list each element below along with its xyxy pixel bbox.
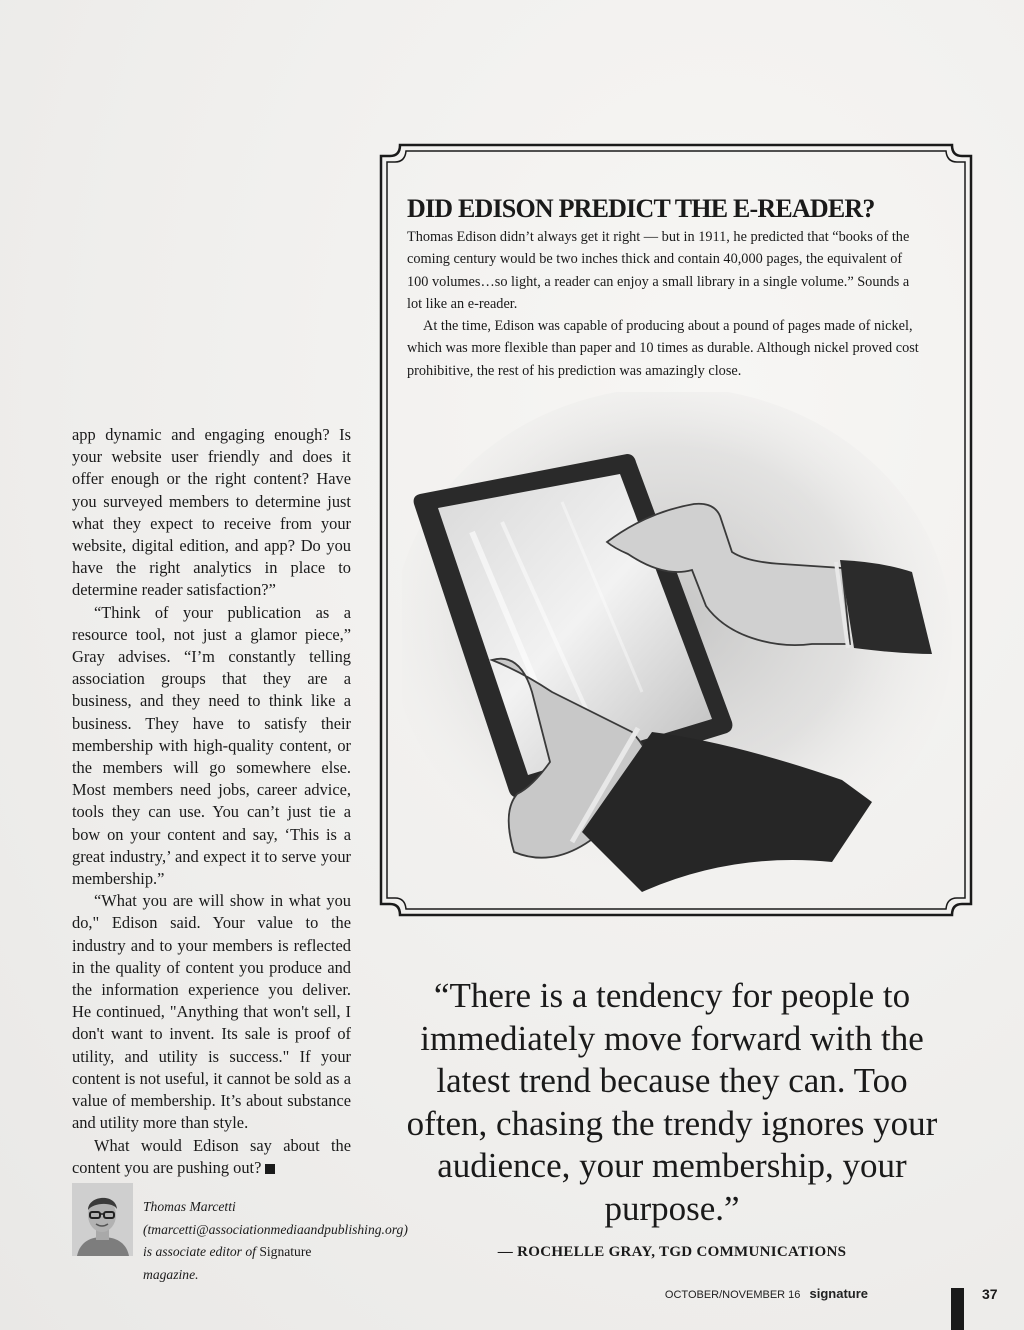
pull-quote: “There is a tendency for people to immediately move forward with the latest trend because they can. Too often, chasing the trendy ignores your audience, your membership, your purpose.” bbox=[406, 976, 938, 1228]
author-photo bbox=[72, 1183, 133, 1256]
issue-date: OCTOBER/NOVEMBER 16 bbox=[664, 1289, 801, 1301]
article-paragraph: “Think of your publication as a resource tool, not just a glamor piece,” Gray advises. “I’m constantly telling association groups that they are a business, and they need to think like a business. They have to satisfy their membership with high-quality content, or the members will go somewhere else. Most members need jobs, career advice, tools they can use. You can’t just tie a bow on your content and say, ‘This is a great industry,’ and expect it to serve your membership.” bbox=[72, 602, 351, 889]
ereader-illustration bbox=[402, 392, 958, 897]
magazine-brand: signature bbox=[809, 1286, 868, 1301]
pull-quote-attribution: — ROCHELLE GRAY, TGD COMMUNICATIONS bbox=[497, 1244, 847, 1260]
footer-bar bbox=[951, 1288, 964, 1330]
sidebar-title: DID EDISON PREDICT THE E-READER? bbox=[407, 194, 875, 223]
author-bio bbox=[72, 1183, 408, 1282]
article-column bbox=[72, 424, 351, 1179]
bio-text bbox=[143, 1196, 408, 1286]
sidebar-paragraph: Thomas Edison didn’t always get it right — but in 1911, he predicted that “books of the coming century would be two inches thick and contain 40,000 pages, the equivalent of 100 volumes…so light, a reader can enjoy a small library in a single volume.” Sounds a lot like an e-reader. bbox=[407, 229, 910, 312]
bio-suffix: magazine. bbox=[143, 1266, 199, 1282]
article-final-text: What would Edison say about the content you are pushing out? bbox=[72, 1135, 351, 1177]
page-number: 37 bbox=[982, 1286, 998, 1302]
sidebar-box bbox=[378, 142, 974, 918]
article-paragraph: “What you are will show in what you do," Edison said. Your value to the industry and to your members is reflected in the quality of content you produce and the information experience you deliver. He continued, "Anything that won't sell, I don't want to invent. Its sale is proof of utility, and utility is success." If your content is not useful, it cannot be sold as a value of membership. It’s about substance and utility more than style. bbox=[72, 891, 351, 1133]
bio-main: Thomas Marcetti (tmarcetti@associationmediaandpublishing.org) is associate editor of bbox=[143, 1199, 408, 1259]
page-footer bbox=[665, 1286, 868, 1301]
sidebar-body bbox=[407, 226, 927, 382]
end-mark-icon bbox=[265, 1164, 275, 1174]
article-paragraph-final bbox=[72, 1135, 351, 1179]
article-paragraph: app dynamic and engaging enough? Is your website user friendly and does it offer enough or the right content? Have you surveyed members to determine just what they expect to receive from your website, digital edition, and app? Do you have the right analytics in place to determine reader satisfaction?” bbox=[72, 425, 351, 600]
bio-magazine-name: Signature bbox=[259, 1244, 312, 1259]
sidebar-paragraph: At the time, Edison was capable of producing about a pound of pages made of nickel, which was more flexible than paper and 10 times as durable. Although nickel proved cost prohibitive, the rest of his prediction was amazingly close. bbox=[407, 318, 919, 379]
